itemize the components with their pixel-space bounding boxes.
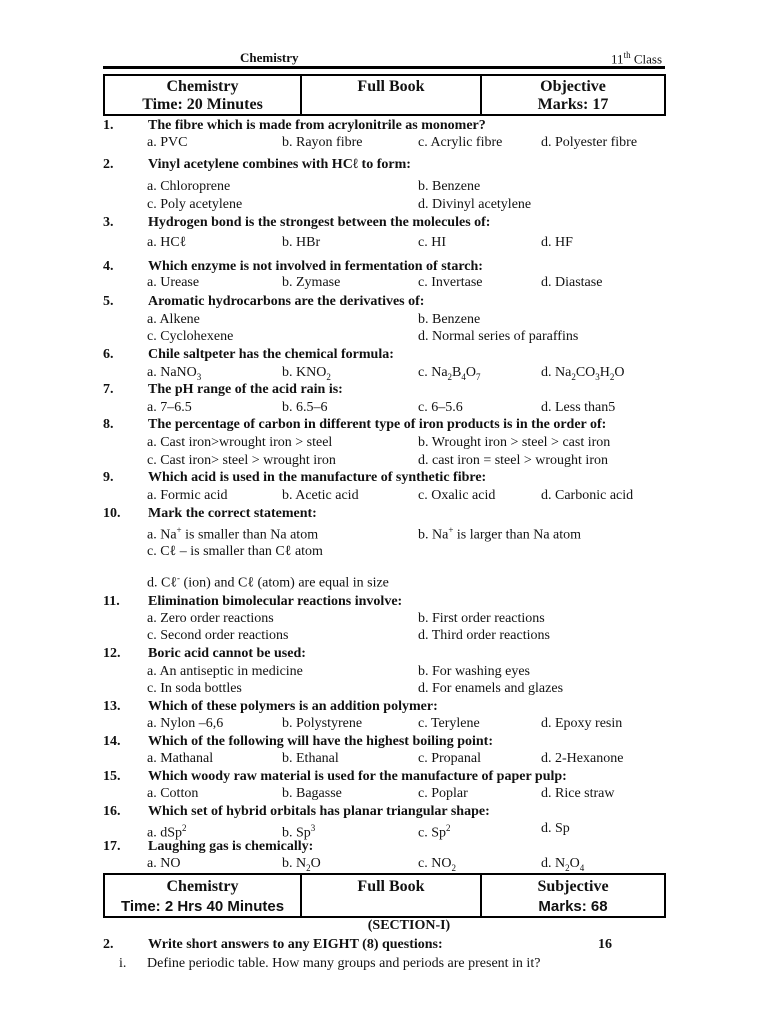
header-rule-thick: [103, 66, 665, 69]
item-text: Define periodic table. How many groups and periods are present in it?: [147, 956, 541, 971]
question-stem: The pH range of the acid rain is:: [148, 382, 343, 397]
option-b: b. Na+ is larger than Na atom: [418, 525, 582, 543]
option-a: a. Nylon –6,6: [147, 716, 224, 731]
page-header: [104, 50, 664, 66]
options-13: [147, 715, 667, 733]
objective-marks: Marks: 17: [537, 96, 609, 113]
header-class: [611, 50, 662, 67]
option-d: d. Polyester fibre: [541, 135, 638, 150]
option-d: d. Sp: [541, 821, 570, 836]
options-9: [147, 487, 667, 505]
question-stem: Which acid is used in the manufacture of synthetic fibre:: [148, 470, 487, 485]
question-number: 7.: [103, 382, 114, 397]
objective-box-left: [105, 76, 302, 114]
option-b: b. HBr: [282, 235, 321, 250]
option-d: d. Normal series of paraffins: [418, 329, 579, 344]
subjective-header-box: [103, 873, 666, 918]
options-3: [147, 234, 667, 252]
option-c: c. HI: [418, 235, 446, 250]
option-c: c. Poplar: [418, 786, 468, 801]
option-b: b. Ethanal: [282, 751, 339, 766]
options-12-row2: [147, 680, 667, 698]
subjective-marks: Marks: 68: [538, 898, 608, 915]
section-question-marks: 16: [598, 937, 612, 952]
header-subject: Chemistry: [240, 50, 299, 65]
question-stem: Which of the following will have the highest boiling point:: [148, 734, 493, 749]
option-d: d. 2-Hexanone: [541, 751, 624, 766]
question-stem: The percentage of carbon in different type of iron products is in the order of:: [148, 417, 607, 432]
option-a: a. Formic acid: [147, 488, 228, 503]
question-number: 5.: [103, 294, 114, 309]
objective-type: Objective: [540, 78, 606, 95]
option-b: b. First order reactions: [418, 611, 545, 626]
option-c: c. Second order reactions: [147, 628, 289, 643]
question-number: 16.: [103, 804, 121, 819]
option-d: d. Rice straw: [541, 786, 615, 801]
option-a: a. Cast iron>wrought iron > steel: [147, 435, 333, 450]
question-stem: Hydrogen bond is the strongest between the molecules of:: [148, 215, 491, 230]
option-b: b. Sp$^3$: [282, 823, 316, 841]
option-a: a. An antiseptic in medicine: [147, 664, 303, 679]
option-b: b. Polystyrene: [282, 716, 363, 731]
options-11-row1: [147, 610, 667, 628]
question-stem: Boric acid cannot be used:: [148, 646, 306, 661]
option-a: a. 7–6.5: [147, 400, 192, 415]
options-10-row3: [147, 570, 667, 591]
options-8-row2: [147, 452, 667, 470]
option-d: d. Third order reactions: [418, 628, 550, 643]
question-number: 17.: [103, 839, 121, 854]
question-stem: Elimination bimolecular reactions involve:: [148, 594, 403, 609]
option-b: b. Benzene: [418, 179, 481, 194]
question-number: 13.: [103, 699, 121, 714]
option-c: c. Cyclohexene: [147, 329, 234, 344]
option-b: b. $KNO_2$: [282, 365, 331, 382]
subjective-box-middle: [302, 875, 482, 916]
question-stem: The fibre which is made from acrylonitrile as monomer?: [148, 118, 486, 133]
options-15: [147, 785, 667, 803]
option-d: d. cast iron = steel > wrought iron: [418, 453, 608, 468]
option-c: c. $Na_2B_4O_7$: [418, 365, 481, 382]
option-b: b. Rayon fibre: [282, 135, 363, 150]
option-c: c. Acrylic fibre: [418, 135, 503, 150]
option-a: a. Cotton: [147, 786, 199, 801]
option-b: b. Bagasse: [282, 786, 342, 801]
question-number: 8.: [103, 417, 114, 432]
question-number: 10.: [103, 506, 121, 521]
option-c: c. Poly acetylene: [147, 197, 243, 212]
options-12-row1: [147, 663, 667, 681]
subjective-scope: Full Book: [357, 878, 425, 895]
objective-header-box: [103, 74, 666, 116]
options-17: [147, 855, 667, 873]
option-c: c. Cast iron> steel > wrought iron: [147, 453, 336, 468]
option-a: a. NaNO$_3$: [147, 365, 202, 382]
question-stem: Which of these polymers is an addition polymer:: [148, 699, 438, 714]
option-b: b. Wrought iron > steel > cast iron: [418, 435, 611, 450]
question-stem: Which enzyme is not involved in fermentation of starch:: [148, 259, 483, 274]
option-a: a. Alkene: [147, 312, 200, 327]
question-number: 9.: [103, 470, 114, 485]
option-b: b. Benzene: [418, 312, 481, 327]
option-b: b. For washing eyes: [418, 664, 530, 679]
objective-scope: Full Book: [357, 78, 425, 95]
options-10-row2: [147, 543, 667, 561]
question-stem: Which set of hybrid orbitals has planar triangular shape:: [148, 804, 490, 819]
option-d: d. For enamels and glazes: [418, 681, 564, 696]
option-c: c. Propanal: [418, 751, 481, 766]
option-d: d. Divinyl acetylene: [418, 197, 532, 212]
options-1: [147, 134, 667, 152]
objective-subject: Chemistry: [166, 78, 239, 95]
option-a: a. HCℓ: [147, 235, 187, 250]
class-sup: th: [623, 50, 631, 60]
option-a: a. NO: [147, 856, 181, 871]
question-stem: Aromatic hydrocarbons are the derivatives of:: [148, 294, 425, 309]
option-c: c. In soda bottles: [147, 681, 242, 696]
options-5-row1: [147, 311, 667, 329]
option-a: a. Chloroprene: [147, 179, 231, 194]
question-number: 1.: [103, 118, 114, 133]
subjective-type: Subjective: [537, 878, 609, 895]
item-roman-number: i.: [119, 956, 127, 971]
option-d: d. Less than5: [541, 400, 616, 415]
option-b: b. Acetic acid: [282, 488, 359, 503]
option-b: b. 6.5–6: [282, 400, 328, 415]
option-c: c. Cℓ – is smaller than Cℓ atom: [147, 544, 323, 559]
options-14: [147, 750, 667, 768]
options-2-row1: [147, 178, 667, 196]
option-a: a. Zero order reactions: [147, 611, 274, 626]
objective-time: Time: 20 Minutes: [142, 96, 263, 113]
option-c: c. Invertase: [418, 275, 483, 290]
class-number: 11: [611, 51, 624, 67]
options-4: [147, 274, 667, 292]
option-c: c. $NO_2$: [418, 856, 456, 873]
subjective-time: Time: 2 Hrs 40 Minutes: [120, 898, 285, 915]
question-number: 12.: [103, 646, 121, 661]
options-11-row2: [147, 627, 667, 645]
option-a: a. PVC: [147, 135, 188, 150]
options-6: [147, 364, 667, 382]
question-number: 2.: [103, 157, 114, 172]
question-stem: Chile saltpeter has the chemical formula:: [148, 347, 394, 362]
question-stem: Laughing gas is chemically:: [148, 839, 314, 854]
option-d: d. HF: [541, 235, 573, 250]
option-b: b. $N_2O$: [282, 856, 321, 873]
option-d: d. $Na_2CO_3H_2O$: [541, 365, 625, 382]
options-16: [147, 820, 667, 841]
section-question-number: 2.: [103, 937, 114, 952]
option-a: a. dSp$^2$: [147, 823, 187, 841]
options-7: [147, 399, 667, 417]
option-d: d. Diastase: [541, 275, 603, 290]
option-b: b. Zymase: [282, 275, 341, 290]
option-a: a. Mathanal: [147, 751, 214, 766]
option-d: d. Epoxy resin: [541, 716, 623, 731]
options-5-row2: [147, 328, 667, 346]
question-number: 3.: [103, 215, 114, 230]
question-number: 14.: [103, 734, 121, 749]
section-title: (SECTION-I): [367, 918, 451, 933]
options-8-row1: [147, 434, 667, 452]
option-d: d. $N_2O_4$: [541, 856, 585, 873]
option-c: c. Sp$^2$: [418, 823, 451, 841]
objective-box-right: [482, 76, 664, 114]
option-c: c. 6–5.6: [418, 400, 463, 415]
question-number: 6.: [103, 347, 114, 362]
option-c: c. Terylene: [418, 716, 480, 731]
question-stem: Vinyl acetylene combines with HCℓ to form:: [148, 157, 411, 172]
objective-box-middle: [302, 76, 482, 114]
options-10-row1: [147, 522, 667, 543]
class-word: Class: [633, 51, 662, 67]
subjective-subject: Chemistry: [166, 878, 239, 895]
option-a: a. Na+ is smaller than Na atom: [147, 525, 319, 543]
question-number: 4.: [103, 259, 114, 274]
option-d: d. Carbonic acid: [541, 488, 634, 503]
question-stem: Which woody raw material is used for the manufacture of paper pulp:: [148, 769, 567, 784]
options-2-row2: [147, 196, 667, 214]
question-stem: Mark the correct statement:: [148, 506, 317, 521]
section-question-stem: Write short answers to any EIGHT (8) questions:: [148, 937, 443, 952]
subjective-box-right: [482, 875, 664, 916]
question-number: 15.: [103, 769, 121, 784]
option-a: a. Urease: [147, 275, 200, 290]
subjective-box-left: [105, 875, 302, 916]
question-number: 11.: [103, 594, 120, 609]
option-c: c. Oxalic acid: [418, 488, 496, 503]
option-d: d. Cℓ- (ion) and Cℓ (atom) are equal in size: [147, 573, 389, 591]
